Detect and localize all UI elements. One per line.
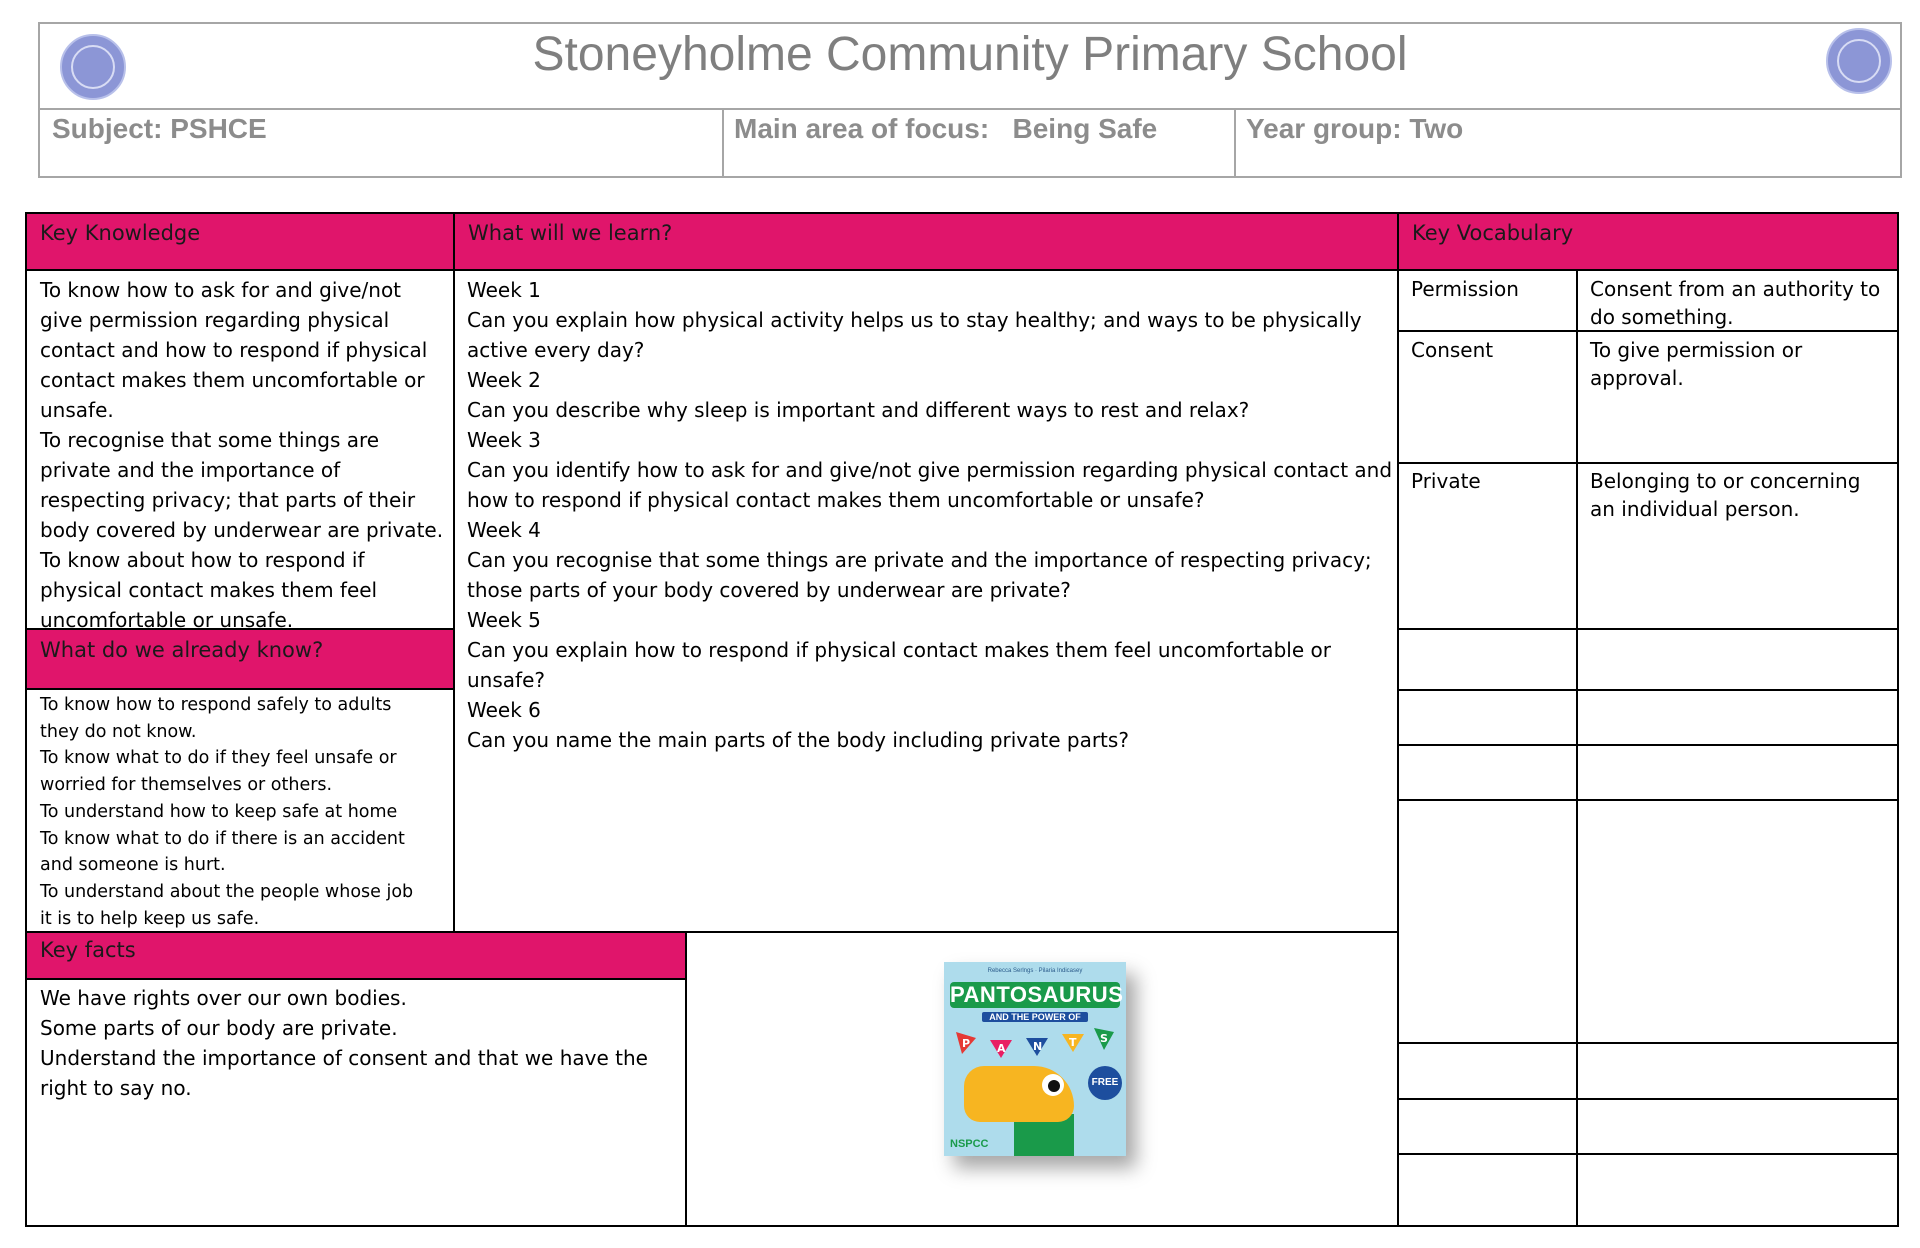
key-facts-text	[40, 983, 680, 1103]
week-heading: Week 2	[467, 368, 541, 392]
text-line: physical contact makes them feel	[40, 578, 378, 602]
book-title: PANTOSAURUS	[950, 982, 1124, 1007]
text-line: it is to help keep us safe.	[40, 908, 260, 929]
text-line: contact and how to respond if physical	[40, 338, 428, 362]
year-group-field: Year group: Two	[1246, 113, 1464, 144]
school-title: Stoneyholme Community Primary School	[532, 28, 1408, 81]
text-line: active every day?	[467, 338, 645, 362]
vocab-term: Consent	[1411, 338, 1494, 362]
text-line: To understand how to keep safe at home	[40, 801, 398, 822]
text-line: To understand about the people whose job	[40, 881, 414, 902]
week-heading: Week 1	[467, 278, 541, 302]
text-line: To know how to ask for and give/not	[40, 278, 402, 302]
week-heading: Week 5	[467, 608, 541, 632]
text-line: To know how to respond safely to adults	[40, 695, 392, 715]
text-line: Can you recognise that some things are private and the importance of respecting privacy;	[467, 548, 1372, 572]
vocab-definition: Consent from an authority to do something.	[1590, 277, 1881, 329]
pants-letter: S	[1100, 1032, 1108, 1045]
vocab-term: Permission	[1411, 277, 1519, 301]
text-line: unsafe.	[40, 398, 114, 422]
publisher-logo: NSPCC	[950, 1138, 989, 1150]
text-line: Can you name the main parts of the body including private parts?	[467, 728, 1129, 752]
already-know-text	[40, 692, 450, 932]
text-line: worried for themselves or others.	[40, 775, 333, 796]
text-line: To know about how to respond if	[40, 548, 365, 572]
text-line: unsafe?	[467, 668, 545, 692]
pants-letter: P	[962, 1037, 971, 1050]
week-heading: Week 3	[467, 428, 541, 452]
text-line: We have rights over our own bodies.	[40, 986, 407, 1010]
focus-label: Main area of focus:	[734, 113, 990, 144]
vocab-definition: To give permission or approval.	[1590, 338, 1803, 390]
text-line: To know what to do if there is an accident	[40, 828, 405, 849]
text-line: Can you explain how physical activity helps us to stay healthy; and ways to be physically	[467, 308, 1362, 332]
text-line: Can you identify how to ask for and give/not give permission regarding physical contact and	[467, 458, 1393, 482]
week-heading: Week 4	[467, 518, 541, 542]
already-know-heading: What do we already know?	[40, 638, 324, 662]
pants-letter: N	[1033, 1040, 1043, 1053]
focus-field	[722, 108, 1234, 178]
focus-value: Being Safe	[1012, 113, 1158, 144]
pants-bunting	[952, 1028, 1118, 1058]
key-knowledge-text	[40, 275, 450, 635]
pants-letter: A	[997, 1042, 1006, 1055]
book-cover-image	[944, 962, 1126, 1156]
text-line: private and the importance of	[40, 458, 341, 482]
text-line: Can you describe why sleep is important and different ways to rest and relax?	[467, 398, 1250, 422]
learn-heading: What will we learn?	[468, 221, 673, 245]
key-facts-heading: Key facts	[40, 938, 136, 962]
text-line: body covered by underwear are private.	[40, 518, 444, 542]
pants-letter: T	[1069, 1036, 1077, 1049]
week-heading: Week 6	[467, 698, 541, 722]
text-line: those parts of your body covered by underwear are private?	[467, 578, 1071, 602]
key-knowledge-heading: Key Knowledge	[40, 221, 201, 245]
vocab-definition: Belonging to or concerning an individual person.	[1590, 469, 1861, 521]
school-logo-right	[1826, 28, 1892, 94]
free-badge: FREE	[1088, 1066, 1122, 1100]
text-line: and someone is hurt.	[40, 855, 226, 876]
text-line: they do not know.	[40, 721, 197, 742]
text-line: To recognise that some things are	[40, 428, 380, 452]
vocab-term: Private	[1411, 469, 1481, 493]
text-line: respecting privacy; that parts of their	[40, 488, 416, 512]
text-line: contact makes them uncomfortable or	[40, 368, 425, 392]
school-header	[38, 22, 1902, 178]
text-line: how to respond if physical contact makes them uncomfortable or unsafe?	[467, 488, 1205, 512]
text-line: To know what to do if they feel unsafe or	[40, 748, 397, 769]
subject-field: Subject: PSHCE	[52, 113, 267, 144]
vocabulary-heading: Key Vocabulary	[1412, 221, 1574, 245]
text-line: right to say no.	[40, 1076, 192, 1100]
text-line: uncomfortable or unsafe.	[40, 608, 294, 632]
learn-text	[467, 275, 1392, 755]
text-line: Some parts of our body are private.	[40, 1016, 398, 1040]
text-line: Understand the importance of consent and that we have the	[40, 1046, 648, 1070]
book-authors: Rebecca Serlngs · Pilaria Indicasey	[987, 968, 1083, 974]
text-line: Can you explain how to respond if physical contact makes them feel uncomfortable or	[467, 638, 1331, 662]
text-line: give permission regarding physical	[40, 308, 390, 332]
book-subtitle: AND THE POWER OF	[982, 1012, 1088, 1022]
